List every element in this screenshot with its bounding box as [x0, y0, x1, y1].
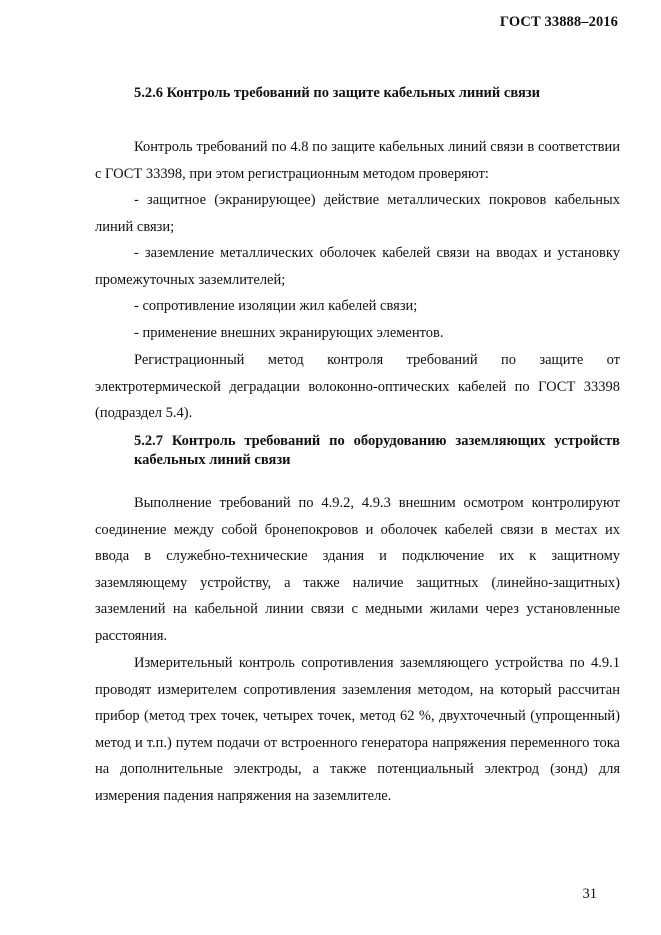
- section-heading-5-2-6: 5.2.6 Контроль требований по защите кабельных линий связи: [134, 85, 540, 101]
- list-item: - заземление металлических оболочек кабелей связи на вводах и установку промежуточных заземлителей;: [95, 245, 620, 288]
- section-527-paragraph-2: Измерительный контроль сопротивления заземляющего устройства по 4.9.1 проводят измерителем сопротивления заземления методом, на который рассчитан прибор (метод трех точек, четырех точек, метод 62 %, двухточечный (упрощенный) метод и т.п.) путем подачи от встроенного генератора напряжения переменного тока на дополнительные электроды, а также потенциальный электрод (зонд) для измерения падения напряжения на заземлителе.: [95, 655, 620, 804]
- section-526-intro-paragraph: Контроль требований по 4.8 по защите кабельных линий связи в соответствии с ГОСТ 33398, при этом регистрационным методом проверяют:: [95, 139, 620, 182]
- section-heading-5-2-7: 5.2.7 Контроль требований по оборудованию заземляющих устройств кабельных линий связи: [134, 433, 620, 468]
- section-527-paragraph-1: Выполнение требований по 4.9.2, 4.9.3 внешним осмотром контролируют соединение между собой бронепокровов и оболочек кабелей связи в местах их ввода в служебно-технические здания и подключение их к защитному заземляющему устройству, а также наличие защитных (линейно-защитных) заземлений на кабельной линии связи с медными жилами через установленные расстояния.: [95, 495, 620, 644]
- document-code: ГОСТ 33888–2016: [499, 14, 618, 30]
- list-item: - применение внешних экранирующих элементов.: [134, 325, 444, 341]
- list-item: - защитное (экранирующее) действие металлических покровов кабельных линий связи;: [95, 192, 620, 235]
- page-number: 31: [582, 886, 597, 902]
- section-526-closing-paragraph: Регистрационный метод контроля требований по защите от электротермической деградации волоконно-оптических кабелей по ГОСТ 33398 (подраздел 5.4).: [95, 352, 620, 421]
- list-item: - сопротивление изоляции жил кабелей связи;: [134, 298, 418, 314]
